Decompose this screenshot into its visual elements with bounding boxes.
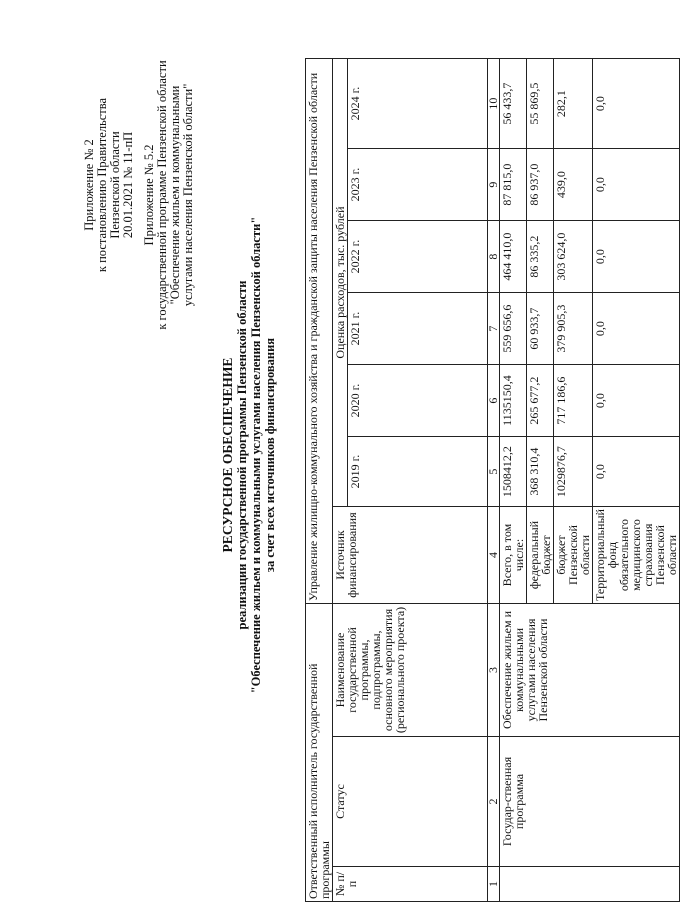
title-line: за счет всех источников финансирования — [263, 337, 277, 573]
title-line: РЕСУРСНОЕ ОБЕСПЕЧЕНИЕ — [220, 357, 235, 553]
year-header: 2020 г. — [348, 365, 488, 437]
status-cell: Государ-ственная программа — [500, 737, 680, 867]
value-cell: 368 310,4 — [527, 437, 554, 507]
program-name-cell: Обеспечение жильем и коммунальными услугами населения Пензенской области — [500, 604, 680, 737]
column-number-row — [488, 59, 500, 902]
title-line: реализации государственной программы Пензенской области — [235, 280, 249, 630]
year-header: 2022 г. — [348, 221, 488, 293]
year-header: 2019 г. — [348, 437, 488, 507]
value-cell: 56 433,7 — [500, 59, 527, 149]
value-cell: 282,1 — [554, 59, 593, 149]
value-cell: 303 624,0 — [554, 221, 593, 293]
year-header: 2021 г. — [348, 293, 488, 365]
column-number: 2 — [488, 737, 500, 867]
executor-row — [306, 59, 333, 902]
appendix-program-header — [143, 5, 195, 385]
appendix-line: к постановлению Правительства — [95, 97, 109, 273]
appendix-line: Пензенской области — [108, 131, 122, 239]
table-row — [500, 59, 527, 902]
source-cell: Территориальный фонд обязательного медицинского страхования Пензенской области — [593, 507, 680, 604]
value-cell: 265 677,2 — [527, 365, 554, 437]
row-number-cell — [500, 867, 680, 902]
value-cell: 0,0 — [593, 437, 680, 507]
column-number: 7 — [488, 293, 500, 365]
appendix-line: Приложение № 5.2 — [142, 144, 156, 246]
column-number: 5 — [488, 437, 500, 507]
title-line: "Обеспечение жильем и коммунальными услугами населения Пензенской области" — [249, 216, 263, 694]
value-cell: 0,0 — [593, 221, 680, 293]
appendix-line: "Обеспечение жильем и коммунальными — [168, 85, 182, 305]
column-number: 6 — [488, 365, 500, 437]
header-row — [333, 59, 348, 902]
column-number: 4 — [488, 507, 500, 604]
value-cell: 1135150,4 — [500, 365, 527, 437]
col-name-header: Наименование государственной программы, подпрограммы, основного мероприятия (регионального проекта) — [333, 604, 488, 737]
value-cell: 86 335,2 — [527, 221, 554, 293]
value-cell: 55 869,5 — [527, 59, 554, 149]
value-cell: 464 410,0 — [500, 221, 527, 293]
column-number: 8 — [488, 221, 500, 293]
value-cell: 0,0 — [593, 365, 680, 437]
value-cell: 379 905,3 — [554, 293, 593, 365]
value-cell: 559 656,6 — [500, 293, 527, 365]
value-cell: 1029876,7 — [554, 437, 593, 507]
appendix-line: к государственной программе Пензенской области — [155, 60, 169, 330]
value-cell: 60 933,7 — [527, 293, 554, 365]
document-title — [220, 135, 277, 775]
col-source-header: Источник финансирования — [333, 507, 488, 604]
source-cell: федеральный бюджет — [527, 507, 554, 604]
value-cell: 86 937,0 — [527, 149, 554, 221]
year-header: 2023 г. — [348, 149, 488, 221]
value-cell: 0,0 — [593, 149, 680, 221]
column-number: 9 — [488, 149, 500, 221]
column-number: 3 — [488, 604, 500, 737]
source-cell: бюджет Пензенской области — [554, 507, 593, 604]
agency-name: Управление жилищно-коммунального хозяйства и гражданской защиты населения Пензенской области — [306, 59, 333, 604]
resource-table — [305, 58, 680, 902]
column-number: 1 — [488, 867, 500, 902]
col-status-header: Статус — [333, 737, 488, 867]
appendix-line: Приложение № 2 — [82, 139, 96, 231]
appendix-line: 20.01.2021 № 11-пП — [121, 131, 135, 239]
value-cell: 1508412,2 — [500, 437, 527, 507]
executor-label: Ответственный исполнитель государственной программы — [306, 604, 333, 902]
year-header: 2024 г. — [348, 59, 488, 149]
value-cell: 717 186,6 — [554, 365, 593, 437]
value-cell: 0,0 — [593, 59, 680, 149]
appendix-line: услугами населения Пензенской области" — [181, 83, 195, 307]
col-number-header: № п/п — [333, 867, 488, 902]
col-estimate-header: Оценка расходов, тыс. рублей — [333, 59, 348, 507]
value-cell: 0,0 — [593, 293, 680, 365]
appendix-header — [83, 35, 135, 335]
value-cell: 439,0 — [554, 149, 593, 221]
column-number: 10 — [488, 59, 500, 149]
source-cell: Всего, в том числе: — [500, 507, 527, 604]
value-cell: 87 815,0 — [500, 149, 527, 221]
